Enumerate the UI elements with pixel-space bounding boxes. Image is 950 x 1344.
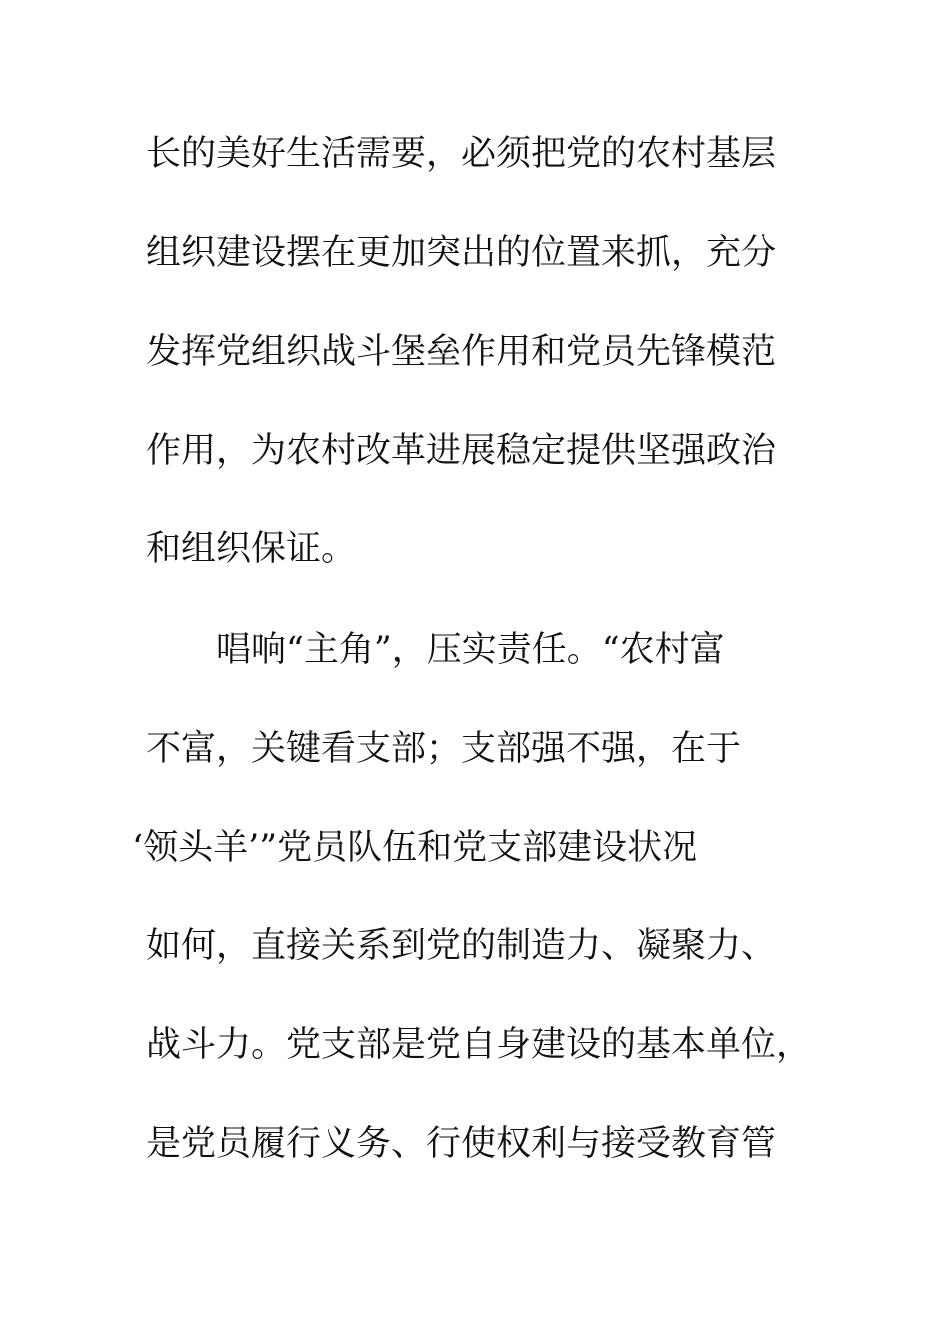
- text-line: 组织建设摆在更加突出的位置来抓，充分: [146, 233, 777, 273]
- text-line: 战斗力。党支部是党自身建设的基本单位，: [146, 1025, 812, 1065]
- text-line: 如何，直接关系到党的制造力、凝聚力、: [146, 926, 777, 966]
- text-line: ‘领头羊’”党员队伍和党支部建设状况: [132, 828, 698, 868]
- text-line: 和组织保证。: [146, 529, 357, 569]
- text-line: 是党员履行义务、行使权利与接受教育管: [146, 1124, 777, 1164]
- text-line: 作用，为农村改革进展稳定提供坚强政治: [146, 431, 777, 471]
- text-line: 发挥党组织战斗堡垒作用和党员先锋模范: [146, 332, 777, 372]
- text-line: 不富，关键看支部；支部强不强，在于: [146, 729, 742, 769]
- paragraph-first-line: 唱响“主角”，压实责任。“农村富: [216, 630, 725, 670]
- text-line: 长的美好生活需要，必须把党的农村基层: [146, 134, 777, 174]
